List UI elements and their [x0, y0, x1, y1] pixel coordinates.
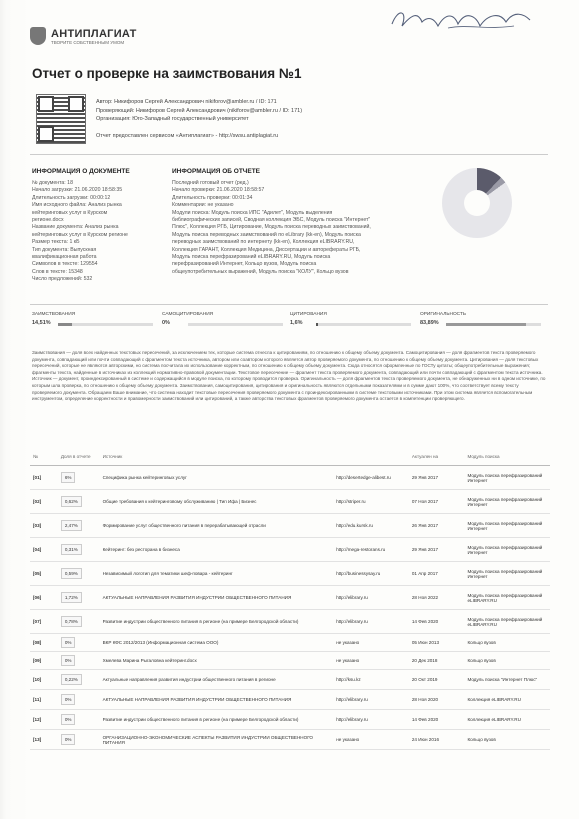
- cell-n: [04]: [30, 538, 58, 562]
- cell-module: Кольцо вузов: [464, 730, 550, 750]
- table-row: [30, 610, 550, 634]
- cell-date: 24 Июн 2016: [409, 730, 465, 750]
- logo-tagline: ТВОРИТЕ СОБСТВЕННЫМ УМОМ: [51, 39, 125, 45]
- report-info-line: Коллекция ГАРАНТ, Коллекция Медицина, Диссертации и авторефераты РГБ,: [172, 246, 361, 253]
- cell-date: 14 Фев 2020: [409, 710, 465, 730]
- cell-module: Модуль поиска перефразирований eLIBRARY.RU: [464, 586, 550, 610]
- stat-bar: [58, 323, 153, 326]
- cell-n: [12]: [30, 710, 58, 730]
- stat-value: 14,51%: [32, 320, 51, 326]
- doc-info-line: Символов в тексте: 129554: [32, 261, 98, 268]
- share-badge: 2,47%: [61, 520, 82, 531]
- cell-source: Кейтеринг: без ресторана в бизнеса: [100, 538, 334, 562]
- cell-share: [58, 690, 100, 710]
- share-badge: 0,78%: [61, 616, 82, 627]
- originality-donut-chart: [442, 168, 512, 238]
- cell-link[interactable]: http://mega-restorans.ru: [333, 538, 409, 562]
- shield-icon: [30, 27, 46, 45]
- report-info-heading: ИНФОРМАЦИЯ ОБ ОТЧЕТЕ: [172, 168, 260, 175]
- doc-info-line: № документа: 18: [32, 180, 73, 186]
- cell-date: 14 Фев 2020: [409, 610, 465, 634]
- cell-link[interactable]: http://elibrary.ru: [333, 690, 409, 710]
- cell-n: [01]: [30, 466, 58, 490]
- cell-link[interactable]: не указано: [333, 652, 409, 670]
- doc-info-line: Слов в тексте: 15348: [32, 268, 83, 275]
- column-header: Актуален на: [409, 447, 465, 466]
- column-header: Источник: [100, 447, 334, 466]
- report-info-line: Последний готовый отчет (ред.): [172, 180, 249, 186]
- cell-share: [58, 538, 100, 562]
- report-info-line: Комментарии: не указано: [172, 202, 234, 209]
- stat-value: 1,6%: [290, 320, 303, 326]
- cell-source: Развитие индустрии общественного питания в регионе (на примере Белгородской области): [100, 710, 334, 730]
- doc-info-line: Тип документа: Выпускная: [32, 246, 97, 253]
- cell-module: Коллекция eLIBRARY.RU: [464, 710, 550, 730]
- logo-name: АНТИПЛАГИАТ: [51, 27, 137, 40]
- cell-source: Независимый логотип для тематики шеф-повара - кейтеринг: [100, 562, 334, 586]
- doc-info-line: Название документа: Анализ рынка: [32, 224, 119, 231]
- cell-source: Формирование услуг общественного питания в перерабатывающей отрасли: [100, 514, 334, 538]
- cell-link[interactable]: http://elibrary.ru: [333, 610, 409, 634]
- handwritten-signature: [388, 4, 534, 34]
- cell-link[interactable]: http://elibrary.ru: [333, 586, 409, 610]
- cell-date: 01 Апр 2017: [409, 562, 465, 586]
- cell-date: 20 Окт 2019: [409, 670, 465, 690]
- report-info-line: перефразирований Интернет, Кольцо вузов, Модуль поиска: [172, 261, 317, 268]
- cell-source: АКТУАЛЬНЫЕ НАПРАВЛЕНИЯ РАЗВИТИЯ ИНДУСТРИИ ОБЩЕСТВЕННОГО ПИТАНИЯ: [100, 690, 334, 710]
- cell-date: 29 Янв 2017: [409, 538, 465, 562]
- cell-share: [58, 586, 100, 610]
- cell-n: [08]: [30, 634, 58, 652]
- doc-info-line: Имя исходного файла: Анализ рынка: [32, 202, 122, 209]
- share-badge: 0%: [61, 714, 76, 725]
- divider: [30, 154, 548, 155]
- share-badge: 0%: [61, 734, 76, 745]
- report-info-line: переводных заимствований по интернету (kk-en), Коллекция eLIBRARY.RU,: [172, 239, 355, 246]
- cell-module: Коллекция eLIBRARY.RU: [464, 690, 550, 710]
- share-badge: 1,72%: [61, 592, 82, 603]
- report-info-line: Длительность проверки: 00:01:34: [172, 194, 253, 201]
- doc-info-line: регионе.docx: [32, 217, 64, 224]
- cell-date: 20 Дек 2018: [409, 652, 465, 670]
- table-row: [30, 562, 550, 586]
- cell-source: АКТУАЛЬНЫЕ НАПРАВЛЕНИЯ РАЗВИТИЯ ИНДУСТРИИ ОБЩЕСТВЕННОГО ПИТАНИЯ: [100, 586, 334, 610]
- cell-share: [58, 490, 100, 514]
- table-row: [30, 710, 550, 730]
- stat-bar-fill: [316, 323, 318, 326]
- cell-link[interactable]: http://ksu.kz: [333, 670, 409, 690]
- column-header: №: [30, 447, 58, 466]
- doc-info-line: Длительность загрузки: 00:00:12: [32, 194, 111, 201]
- share-badge: 6%: [61, 472, 76, 483]
- table-row: [30, 730, 550, 750]
- table-row: [30, 490, 550, 514]
- stat-label: САМОЦИТИРОВАНИЯ: [162, 312, 214, 317]
- antiplagiat-logo: [30, 27, 137, 45]
- table-row: [30, 634, 550, 652]
- column-header: [333, 447, 409, 466]
- cell-source: Актуальные направления развития индустрии общественного питания в регионе: [100, 670, 334, 690]
- share-badge: 0%: [61, 694, 76, 705]
- cell-share: [58, 514, 100, 538]
- stat-bar-fill: [446, 323, 526, 326]
- stat-bar-fill: [58, 323, 72, 326]
- cell-n: [13]: [30, 730, 58, 750]
- cell-date: 07 Ноя 2017: [409, 490, 465, 514]
- cell-source: ВКР КФС 2012/2013 (Информационная система ООО): [100, 634, 334, 652]
- cell-share: [58, 634, 100, 652]
- table-row: [30, 514, 550, 538]
- report-info-line: Начало проверки: 21.06.2020 18:58:57: [172, 187, 265, 194]
- doc-info-line: Размер текста: 1 кБ: [32, 239, 80, 246]
- share-badge: 0,31%: [61, 544, 82, 555]
- share-badge: 0,62%: [61, 496, 82, 507]
- cell-n: [03]: [30, 514, 58, 538]
- cell-n: [05]: [30, 562, 58, 586]
- cell-link[interactable]: http://desertedge-alibest.ru: [333, 466, 409, 490]
- cell-link[interactable]: http://striper.ru: [333, 490, 409, 514]
- column-header: Доля в отчете: [58, 447, 100, 466]
- cell-source: Специфика рынка кейтеринговых услуг: [100, 466, 334, 490]
- cell-share: [58, 610, 100, 634]
- column-header: Модуль поиска: [464, 447, 550, 466]
- cell-link[interactable]: не указано: [333, 634, 409, 652]
- cell-date: 26 Янв 2017: [409, 514, 465, 538]
- cell-share: [58, 670, 100, 690]
- report-info-line: Модули поиска: Модуль поиска ИПС "Адилет", Модуль выделения: [172, 209, 333, 216]
- cell-n: [02]: [30, 490, 58, 514]
- cell-n: [11]: [30, 690, 58, 710]
- report-info-line: общеупотребительных выражений, Модуль поиска "КОЛУ", Кольцо вузов: [172, 268, 349, 275]
- doc-info-heading: ИНФОРМАЦИЯ О ДОКУМЕНТЕ: [32, 168, 130, 175]
- share-badge: 0,59%: [61, 568, 82, 579]
- table-row: [30, 466, 550, 490]
- cell-n: [07]: [30, 610, 58, 634]
- stat-label: ЦИТИРОВАНИЯ: [290, 312, 327, 317]
- cell-link[interactable]: http://businessysay.ru: [333, 562, 409, 586]
- stat-value: 0%: [162, 320, 170, 326]
- cell-n: [06]: [30, 586, 58, 610]
- cell-source: Хмелева Марина Рыгаловна кейтеринг.docx: [100, 652, 334, 670]
- meta-checker: Проверяющий: Никифоров Сергей Александрович (nikiforov@ambler.ru / ID: 171): [96, 107, 303, 114]
- cell-source: Общие требования к кейтеринговому обслуживанию | Тип Ифа | Бизнес: [100, 490, 334, 514]
- cell-date: 29 Янв 2017: [409, 466, 465, 490]
- cell-source: ОРГАНИЗАЦИОННО-ЭКОНОМИЧЕСКИЕ АСПЕКТЫ РАЗВИТИЯ ИНДУСТРИИ ОБЩЕСТВЕННОГО ПИТАНИЯ: [100, 730, 334, 750]
- doc-info-line: кейтеринговых услуг в Курском регионе: [32, 231, 128, 238]
- cell-link[interactable]: не указано: [333, 730, 409, 750]
- meta-org: Организация: Юго-Западный государственный университет: [96, 116, 249, 122]
- cell-module: Модуль поиска перефразирований Интернет: [464, 538, 550, 562]
- cell-module: Модуль поиска "Интернет Плюс": [464, 670, 550, 690]
- table-row: [30, 690, 550, 710]
- share-badge: 0%: [61, 637, 76, 648]
- cell-share: [58, 652, 100, 670]
- cell-share: [58, 466, 100, 490]
- stat-label: ЗАИМСТВОВАНИЯ: [32, 312, 76, 317]
- cell-module: Модуль поиска перефразирований Интернет: [464, 490, 550, 514]
- cell-n: [10]: [30, 670, 58, 690]
- cell-share: [58, 710, 100, 730]
- stat-value: 83,89%: [420, 320, 439, 326]
- legend-text: Заимствования — доля всех найденных текстовых пересечений, за исключением тех, которые система отнесла к цитированиям, по отношению к общему объему документа. Самоцитирования — доля фрагментов текста проверяемого документа, совпадающий или почти совпадающий с фрагментом текста источника, автором или соавтором которого является автор проверяемого документа, по отношению к общему объему документа. Цитирования — доля текстовых пересечений, которые не являются авторскими, но система посчитала их использование корректным, по отношению к общему объему документа. Сюда относятся оформленные по ГОСТу цитаты; общеупотребительные выражения; фрагменты текста, найденные в источниках из коллекций нормативно-правовой документации. Текстовое пересечение — фрагмент текста проверяемого документа, совпадающий или почти совпадающий с фрагментом текста источника. Источник — документ, проиндексированный в системе и содержащийся в модуле поиска, по которому проводится проверка. Оригинальность — доля фрагментов текста проверяемого документа, не обнаруженных ни в одном источнике, по которым шла проверка, по отношению к общему объему документа. Заимствования, самоцитирования, цитирования и оригинальность являются отдельными показателями и в сумме дают 100%, что соответствует всему тексту проверяемого документа. Обращаем Ваше внимание, что система находит текстовые пересечения проверяемого документа с проиндексированными в системе текстовыми источниками. При этом система является вспомогательным инструментом, определение корректности и правомерности заимствований или цитирований, а также авторства текстовых фрагментов проверяемого документа остается в компетенции проверяющего.: [32, 350, 546, 402]
- stat-bar: [446, 323, 541, 326]
- cell-date: 28 Ноя 2020: [409, 690, 465, 710]
- doc-info-line: Число предложений: 532: [32, 276, 93, 283]
- cell-date: 05 Июн 2013: [409, 634, 465, 652]
- cell-module: Кольцо вузов: [464, 634, 550, 652]
- table-row: [30, 670, 550, 690]
- report-info-line: Модуль поиска перефразирований eLIBRARY.RU, Модуль поиска: [172, 254, 331, 261]
- cell-date: 28 Ноя 2022: [409, 586, 465, 610]
- cell-share: [58, 562, 100, 586]
- divider: [30, 304, 548, 305]
- doc-info-line: Начало загрузки: 21.06.2020 18:58:35: [32, 187, 123, 194]
- report-title: Отчет о проверке на заимствования №1: [32, 66, 302, 81]
- cell-module: Модуль поиска перефразирований eLIBRARY.RU: [464, 610, 550, 634]
- report-meta: [96, 98, 426, 140]
- cell-link[interactable]: http://edu.kursk.ru: [333, 514, 409, 538]
- report-info-line: Плюс", Коллекция РГБ, Цитирование, Модуль поиска переводных заимствований,: [172, 224, 371, 231]
- table-row: [30, 538, 550, 562]
- doc-info-list: [32, 180, 167, 284]
- share-badge: 0,22%: [61, 674, 82, 685]
- table-row: [30, 652, 550, 670]
- stat-bar: [316, 323, 411, 326]
- sources-table: [30, 447, 550, 750]
- qr-code: [36, 94, 86, 144]
- table-row: [30, 586, 550, 610]
- stat-bar: [188, 323, 283, 326]
- share-badge: 0%: [61, 655, 76, 666]
- cell-source: Развитие индустрии общественного питания в регионе (на примере Белгородской области): [100, 610, 334, 634]
- cell-n: [09]: [30, 652, 58, 670]
- cell-module: Модуль поиска перефразирований Интернет: [464, 466, 550, 490]
- cell-share: [58, 730, 100, 750]
- doc-info-line: кейтеринговых услуг в Курском: [32, 209, 108, 216]
- stat-label: ОРИГИНАЛЬНОСТЬ: [420, 312, 467, 317]
- report-info-list: [172, 180, 432, 276]
- table-header: [30, 447, 550, 466]
- cell-module: Модуль поиска перефразирований Интернет: [464, 514, 550, 538]
- meta-author: Автор: Никифоров Сергей Александрович nikiforov@ambler.ru / ID: 171: [96, 99, 277, 105]
- report-info-line: Модуль поиска переводных заимствований по eLibrary (kk-en), Модуль поиска: [172, 231, 361, 238]
- cell-module: Кольцо вузов: [464, 652, 550, 670]
- doc-info-line: квалификационная работа: [32, 254, 97, 261]
- meta-service: Отчет предоставлен сервисом «Антиплагиат» - http://swsu.antiplagiat.ru: [96, 132, 279, 139]
- report-info-line: библиографических записей, Сводная коллекция ЭБС, Модуль поиска "Интернет": [172, 217, 371, 224]
- cell-module: Модуль поиска перефразирований Интернет: [464, 562, 550, 586]
- cell-link[interactable]: http://elibrary.ru: [333, 710, 409, 730]
